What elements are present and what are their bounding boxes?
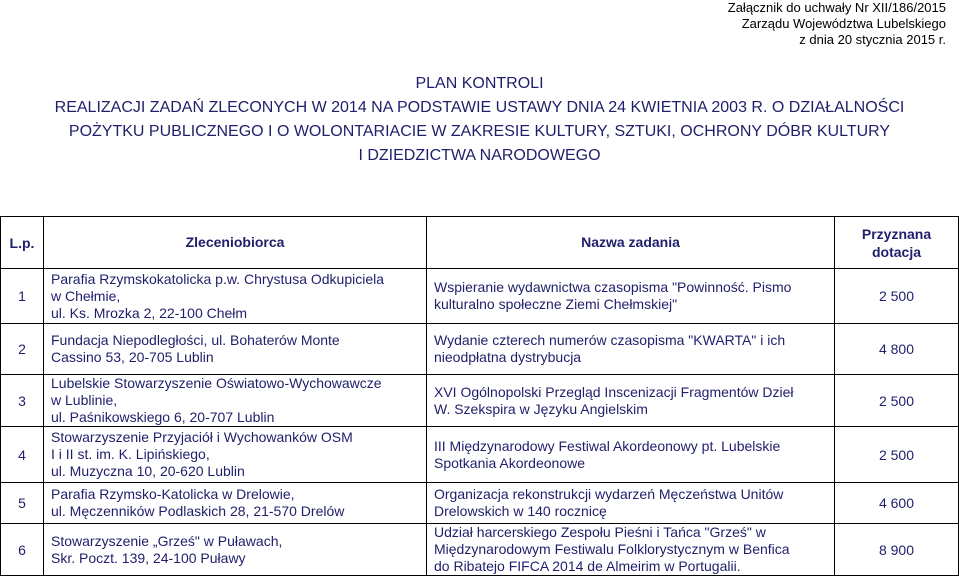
table-row: [1, 324, 959, 375]
grant-amount: 4 800: [835, 324, 959, 375]
contractor-line: Fundacja Niepodległości, ul. Bohaterów Monte: [51, 332, 340, 348]
attachment-line-2: Zarządu Województwa Lubelskiego: [741, 16, 946, 31]
task-line: kulturalno społeczne Ziemi Chełmskiej": [434, 296, 678, 312]
header-contractor: Zleceniobiorca: [44, 217, 427, 269]
contractor-line: ul. Muzyczna 10, 20-620 Lublin: [51, 463, 245, 479]
document-title: [0, 72, 959, 168]
contractor-line: ul. Ks. Mrozka 2, 22-100 Chełm: [51, 304, 248, 321]
task-line: do Ribatejo FIFCA 2014 de Almeirim w Portugalii.: [434, 558, 741, 574]
table-row: [1, 427, 959, 483]
header-grant-line-1: Przyznana: [861, 225, 932, 242]
header-lp: L.p.: [1, 217, 44, 269]
table-row: [1, 483, 959, 524]
contractor-line: w Lublinie,: [51, 392, 118, 408]
task-cell: [427, 269, 835, 324]
contractor-line: Stowarzyszenie Przyjaciół i Wychowanków OSM: [51, 429, 353, 445]
header-grant-amount: [835, 217, 959, 269]
contractor-cell: [44, 324, 427, 375]
task-cell: [427, 524, 835, 576]
task-line: Organizacja rekonstrukcji wydarzeń Męczeństwa Unitów: [434, 486, 784, 502]
grant-amount: 4 600: [835, 483, 959, 524]
grant-amount: 8 900: [835, 524, 959, 576]
task-line: III Międzynarodowy Festiwal Akordeonowy pt. Lubelskie: [434, 437, 781, 454]
task-line: Spotkania Akordeonowe: [434, 454, 585, 471]
row-number: 6: [1, 524, 44, 576]
task-cell: [427, 427, 835, 483]
contractor-cell: [44, 375, 427, 427]
contractor-cell: [44, 427, 427, 483]
attachment-note: [728, 0, 946, 48]
contractor-line: ul. Paśnikowskiego 6, 20-707 Lublin: [51, 409, 275, 425]
task-line: Udział harcerskiego Zespołu Pieśni i Tańca "Grześ" w: [434, 524, 766, 540]
header-task-name: Nazwa zadania: [427, 217, 835, 269]
row-number: 4: [1, 427, 44, 483]
contractor-line: w Chełmie,: [51, 287, 121, 304]
control-plan-table: [0, 216, 959, 576]
contractor-line: Skr. Poczt. 139, 24-100 Puławy: [51, 549, 246, 566]
contractor-line: Stowarzyszenie „Grześ" w Puławach,: [51, 532, 283, 549]
table-row: [1, 269, 959, 324]
title-line-2: REALIZACJI ZADAŃ ZLECONYCH W 2014 NA PODSTAWIE USTAWY DNIA 24 KWIETNIA 2003 R. O DZIAŁALNOŚCI: [54, 99, 905, 116]
task-line: nieodpłatna dystrybucja: [434, 349, 582, 365]
task-line: Międzynarodowym Festiwalu Folklorystycznym w Benfica: [434, 541, 790, 557]
title-line-3: POŻYTKU PUBLICZNEGO I O WOLONTARIACIE W ZAKRESIE KULTURY, SZTUKI, OCHRONY DÓBR KULTURY: [68, 123, 891, 140]
table-row: [1, 375, 959, 427]
grant-amount: 2 500: [835, 269, 959, 324]
contractor-line: Lubelskie Stowarzyszenie Oświatowo-Wychowawcze: [51, 375, 382, 391]
contractor-cell: [44, 524, 427, 576]
task-line: Wydanie czterech numerów czasopisma "KWARTA" i ich: [434, 332, 786, 348]
header-grant-line-2: dotacja: [871, 243, 921, 260]
grant-amount: 2 500: [835, 375, 959, 427]
row-number: 5: [1, 483, 44, 524]
contractor-line: Cassino 53, 20-705 Lublin: [51, 349, 214, 365]
row-number: 3: [1, 375, 44, 427]
task-line: Drelowskich w 140 rocznicę: [434, 503, 607, 519]
attachment-line-3: z dnia 20 stycznia 2015 r.: [799, 32, 946, 47]
task-line: W. Szekspira w Języku Angielskim: [434, 400, 648, 417]
contractor-line: I i II st. im. K. Lipińskiego,: [51, 446, 210, 462]
table-row: [1, 524, 959, 576]
task-line: XVI Ogólnopolski Przegląd Inscenizacji Fragmentów Dzieł: [434, 383, 794, 400]
contractor-line: Parafia Rzymsko-Katolicka w Drelowie,: [51, 486, 295, 502]
attachment-line-1: Załącznik do uchwały Nr XII/186/2015: [727, 0, 946, 15]
contractor-line: ul. Męczenników Podlaskich 28, 21-570 Drelów: [51, 503, 345, 519]
contractor-cell: [44, 483, 427, 524]
table-header-row: [1, 217, 959, 269]
row-number: 2: [1, 324, 44, 375]
task-cell: [427, 375, 835, 427]
contractor-cell: [44, 269, 427, 324]
task-line: Wspieranie wydawnictwa czasopisma "Powinność. Pismo: [434, 279, 792, 295]
title-line-1: PLAN KONTROLI: [415, 75, 544, 92]
grant-amount: 2 500: [835, 427, 959, 483]
title-line-4: I DZIEDZICTWA NARODOWEGO: [358, 147, 601, 164]
task-cell: [427, 324, 835, 375]
contractor-line: Parafia Rzymskokatolicka p.w. Chrystusa Odkupiciela: [51, 270, 385, 287]
row-number: 1: [1, 269, 44, 324]
task-cell: [427, 483, 835, 524]
